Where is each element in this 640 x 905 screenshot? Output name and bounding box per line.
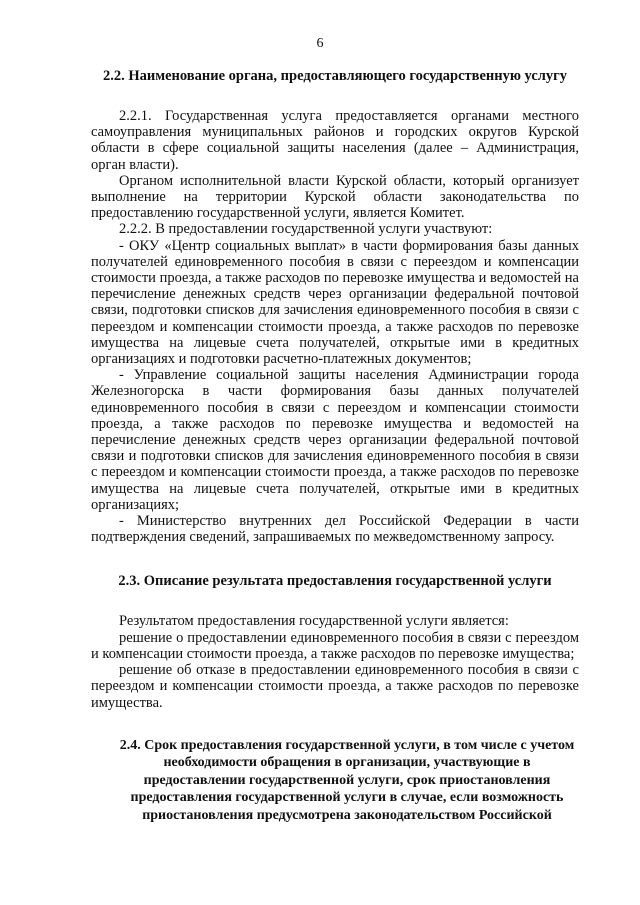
- section-2-2-heading: 2.2. Наименование органа, предоставляющего государственную услугу: [102, 68, 568, 84]
- paragraph-executive-body: Органом исполнительной власти Курской области, который организует выполнение на территории Курской области законодательства по предоставлению государственной услуги, является Комитет.: [91, 172, 579, 222]
- list-item-mvd: - Министерство внутренних дел Российской Федерации в части подтверждения сведений, запрашиваемых по межведомственному запросу.: [91, 513, 579, 546]
- paragraph-2-2-2: 2.2.2. В предоставлении государственной услуги участвуют:: [119, 221, 493, 238]
- section-2-3-heading: 2.3. Описание результата предоставления государственной услуги: [118, 573, 552, 590]
- paragraph-result-refusal: решение об отказе в предоставлении единовременного пособия в связи с переездом и компенсации стоимости проезда, а также расходов по перевозке имущества.: [91, 662, 579, 711]
- list-item-uszn: - Управление социальной защиты населения Администрации города Железногорска в части формирования базы данных получателей единовременного пособия в связи с переездом и компенсации стоимости проезда, а также расходов по перевозке имущества и ведомостей на перечисление денежных средств через организации федеральной почтовой связи и подготовки списков для зачисления единовременного пособия в связи с переездом и компенсации стоимости проезда, а также расходов по перевозке имущества на лицевые счета получателей, открытые ими в кредитных организациях;: [91, 367, 579, 513]
- section-2-4-heading: 2.4. Срок предоставления государственной услуги, в том числе с учетом необходимости обращения в организации, участвующие в предоставлении государственной услуги, срок приостановления предоставления государственной услуги в случае, если возможность приостановления предусмотрена законодательством Российской: [119, 737, 575, 823]
- page-number: 6: [316, 36, 324, 51]
- document-body: [91, 66, 579, 824]
- list-item-oku: - ОКУ «Центр социальных выплат» в части формирования базы данных получателей единовременного пособия в связи с переездом и компенсации стоимости проезда, а также расходов по перевозке имущества и ведомостей на перечисление денежных средств через организации федеральной почтовой связи, подготовки списков для зачисления единовременного пособия в связи с переездом и компенсации стоимости проезда, а также расходов по перевозке имущества на лицевые счета получателей, открытые ими в кредитных организациях и подготовки расчетно-платежных документов;: [91, 237, 579, 368]
- paragraph-result-grant: решение о предоставлении единовременного пособия в связи с переездом и компенсации стоимости проезда, а также расходов по перевозке имущества;: [91, 629, 579, 662]
- paragraph-result-intro: Результатом предоставления государственной услуги является:: [119, 613, 509, 630]
- paragraph-2-2-1: 2.2.1. Государственная услуга предоставляется органами местного самоуправления муниципальных районов и городских округов Курской области в сфере социальной защиты населения (далее – Администрация, орган власти).: [91, 108, 579, 173]
